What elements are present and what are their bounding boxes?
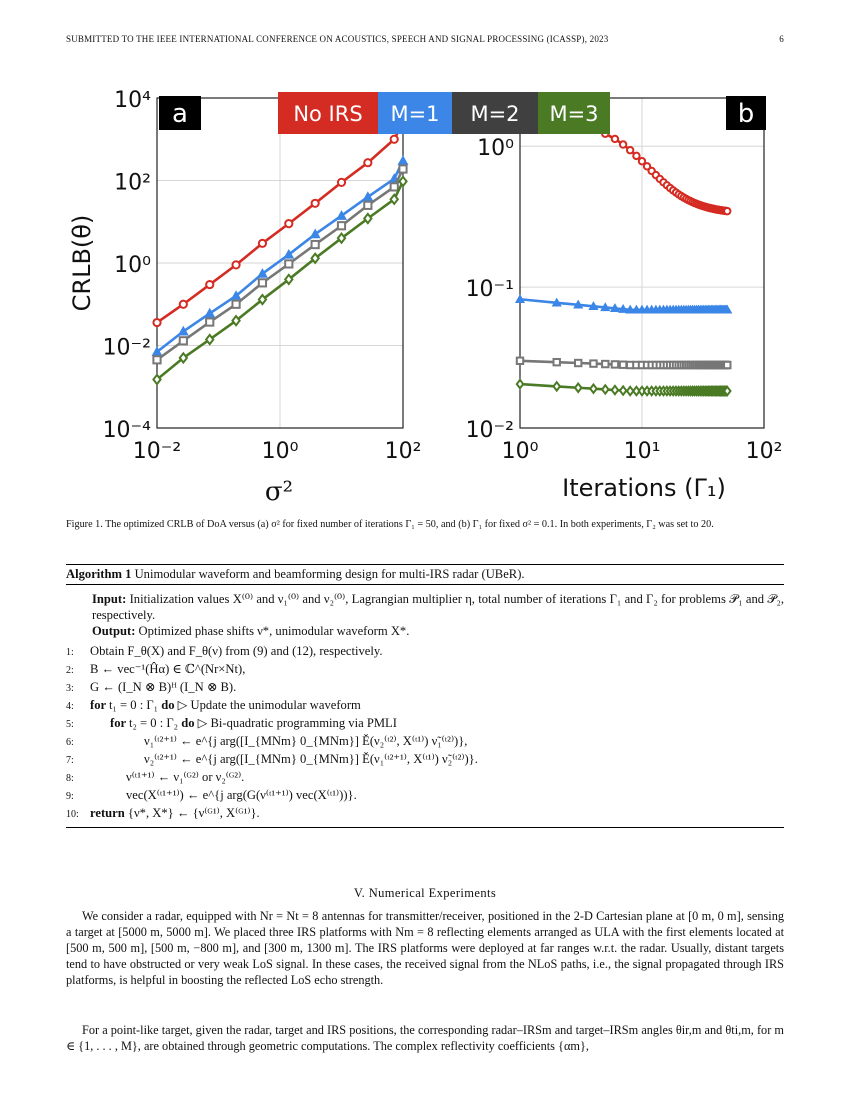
data-point [620,362,626,368]
legend-label: No IRS [293,102,363,126]
data-point [590,360,596,366]
output-text: Optimized phase shifts ν*, unimodular waveform X*. [138,624,410,638]
step-number: 8: [66,773,74,784]
data-point [590,385,596,393]
y-tick-label: 10⁻² [465,418,514,443]
x-tick-label: 10² [745,439,783,464]
algorithm-input [66,591,784,623]
data-point [312,200,319,207]
step-number: 3: [66,683,74,694]
step-text: B ← vec⁻¹(Ĥα) ∈ ℂ^(Nr×Nt), [90,662,246,676]
data-point [285,260,292,267]
output-label: Output: [92,624,136,638]
step-text: vec(X⁽ᵗ¹⁺¹⁾) ← e^{j arg(G(ν⁽ᵗ¹⁺¹⁾) vec(X⁽ᵗ¹⁾))}. [126,788,357,802]
legend-label: M=3 [549,102,599,126]
running-head [66,34,784,44]
step-number: 1: [66,647,74,658]
step-text: Obtain F_θ(X) and F_θ(ν) from (9) and (12), respectively. [90,644,383,658]
step-number: 4: [66,701,74,712]
data-point [602,385,608,393]
data-point [398,156,407,164]
x-tick-label: 10² [384,439,422,464]
x-tick-label: 10⁰ [261,439,299,464]
figure-1 [60,78,800,508]
data-point [602,361,608,367]
data-point [153,356,160,363]
x-tick-label: 10¹ [623,439,661,464]
y-tick-label: 10² [114,170,151,196]
data-point [627,147,633,153]
figure-caption: Figure 1. The optimized CRLB of DoA versus (a) σ² for fixed number of iterations Γ₁ = 50, and (b) Γ₁ for fixed σ² = 0.1. In both experiments, Γ₂ was set to 20. [66,519,714,530]
data-point [612,361,618,367]
step-number: 7: [66,755,74,766]
step-text: ν⁽ᵗ¹⁺¹⁾ ← ν₁⁽ᴳ²⁾ or ν₂⁽ᴳ²⁾. [126,770,245,784]
data-point [180,337,187,344]
data-point [180,301,187,308]
data-point [364,159,371,166]
data-point [338,179,345,186]
step-text: for t₁ = 0 : Γ₁ do ▷ Update the unimodular waveform [90,698,361,712]
step-text: return {ν*, X*} ← {ν⁽ᴳ¹⁾, X⁽ᴳ¹⁾}. [90,806,260,820]
step-number: 5: [66,719,74,730]
data-point [724,208,730,214]
data-point [399,165,406,172]
series-m-2 [517,358,731,369]
y-tick-label: 10⁻² [102,335,151,361]
data-point [517,380,523,388]
paragraph-1: We consider a radar, equipped with Nr = Nt = 8 antennas for transmitter/receiver, positioned in the 2-D Cartesian plane at [0 m, 0 m], sensing a target at [5000 m, 5000 m]. We placed three IRS platforms with Nm = 8 reflecting elements arranged as ULA with the first elements located at [500 m, 500 m], [500 m, −800 m], and [300 m, 1300 m]. The IRS platforms were deployed at far ranges w.r.t. the radar. Usually, distant targets tend to have obstructed or very weak LoS signal. In these cases, the received signal from the NLoS paths, i.e., the signal propagated through IRS platforms, is helpful in boosting the reflected LoS echo strength. [66,909,784,987]
x-axis-label: σ² [264,477,294,507]
y-tick-label: 10⁰ [477,136,514,162]
series-line [520,122,727,211]
algorithm-step [66,661,784,679]
data-point [391,183,398,190]
panel-b-label: b [737,99,755,129]
y-axis-label: CRLB(θ) [68,214,96,312]
data-point [312,241,319,248]
data-point [620,386,626,394]
data-point [391,136,398,143]
algorithm-step [66,715,784,733]
legend-item [378,92,452,134]
data-point [285,220,292,227]
algorithm-step [66,733,784,751]
legend-label: M=1 [390,102,440,126]
algorithm-title-text: Unimodular waveform and beamforming design for multi-IRS radar (UBeR). [134,567,525,581]
step-number: 9: [66,791,74,802]
algorithm-title [66,565,784,585]
step-text: ν₂⁽ᵗ²⁺¹⁾ ← e^{j arg([I_{MNm} 0_{MNm}] Ě(ν₁⁽ᵗ²⁺¹⁾, X⁽ᵗ¹⁾) ν̃₂⁽ᵗ²⁾)}. [144,752,478,766]
algorithm-step [66,769,784,787]
data-point [259,240,266,247]
series-m-3 [517,380,731,395]
data-point [575,360,581,366]
paragraph-2: For a point-like target, given the radar, target and IRS positions, the corresponding radar–IRSm and target–IRSm angles θir,m and θti,m, for m ∈ {1, . . . , M}, are obtained through geometric computations. The complex reflectivity coefficients {αm}, [66,1023,784,1053]
y-tick-label: 10⁰ [114,253,151,278]
data-point [517,358,523,364]
page-number: 6 [779,34,784,44]
legend-item [538,92,610,134]
running-head-text: SUBMITTED TO THE IEEE INTERNATIONAL CONFERENCE ON ACOUSTICS, SPEECH AND SIGNAL PROCESSING (ICASSP), 2023 [66,34,609,44]
algorithm-1 [66,564,784,828]
data-point [612,136,618,142]
x-axis-label: Iterations (Γ₁) [562,474,726,502]
input-label: Input: [92,592,127,606]
step-number: 2: [66,665,74,676]
data-point [620,141,626,147]
y-tick-label: 10⁴ [114,88,151,113]
step-text: for t₂ = 0 : Γ₂ do ▷ Bi-quadratic programming via PMLI [110,716,397,730]
data-point [206,281,213,288]
algorithm-step [66,787,784,805]
algorithm-step [66,697,784,715]
y-tick-label: 10⁻⁴ [102,418,151,443]
data-point [338,222,345,229]
data-point [259,279,266,286]
data-point [232,301,239,308]
y-tick-label: 10⁻¹ [465,277,514,303]
step-text: ν₁⁽ᵗ²⁺¹⁾ ← e^{j arg([I_{MNm} 0_{MNm}] Ě(ν₂⁽ᵗ²⁾, X⁽ᵗ¹⁾) ν̃₁⁽ᵗ²⁾)}, [144,734,468,748]
legend-item [278,92,378,134]
x-tick-label: 10⁻² [132,439,182,464]
step-number: 6: [66,737,74,748]
legend-label: M=2 [470,102,520,126]
panel-a-label: a [172,99,188,129]
data-point [554,382,560,390]
series-m-1 [516,295,732,313]
data-point [206,318,213,325]
algorithm-step [66,751,784,769]
section-title: V. Numerical Experiments [353,886,497,900]
data-point [633,153,639,159]
data-point [232,261,239,268]
legend-item [452,92,538,134]
step-text: G ← (I_N ⊗ B)ᴴ (I_N ⊗ B). [90,680,237,694]
data-point [575,384,581,392]
data-point [724,362,730,368]
algorithm-label: Algorithm 1 [66,567,132,581]
data-point [153,319,160,326]
data-point [554,359,560,365]
step-number: 10: [66,809,79,820]
data-point [612,386,618,394]
input-text: Initialization values X⁽⁰⁾ and ν₁⁽⁰⁾ and ν₂⁽⁰⁾, Lagrangian multiplier η, total number of iterations Γ₁ and Γ₂ for problems 𝒫₁ and 𝒫₂, respectively. [92,592,784,622]
algorithm-steps [66,643,784,823]
x-tick-label: 10⁰ [501,439,539,464]
algorithm-output [66,623,784,639]
data-point [364,202,371,209]
algorithm-step [66,643,784,661]
algorithm-step [66,805,784,823]
algorithm-step [66,679,784,697]
